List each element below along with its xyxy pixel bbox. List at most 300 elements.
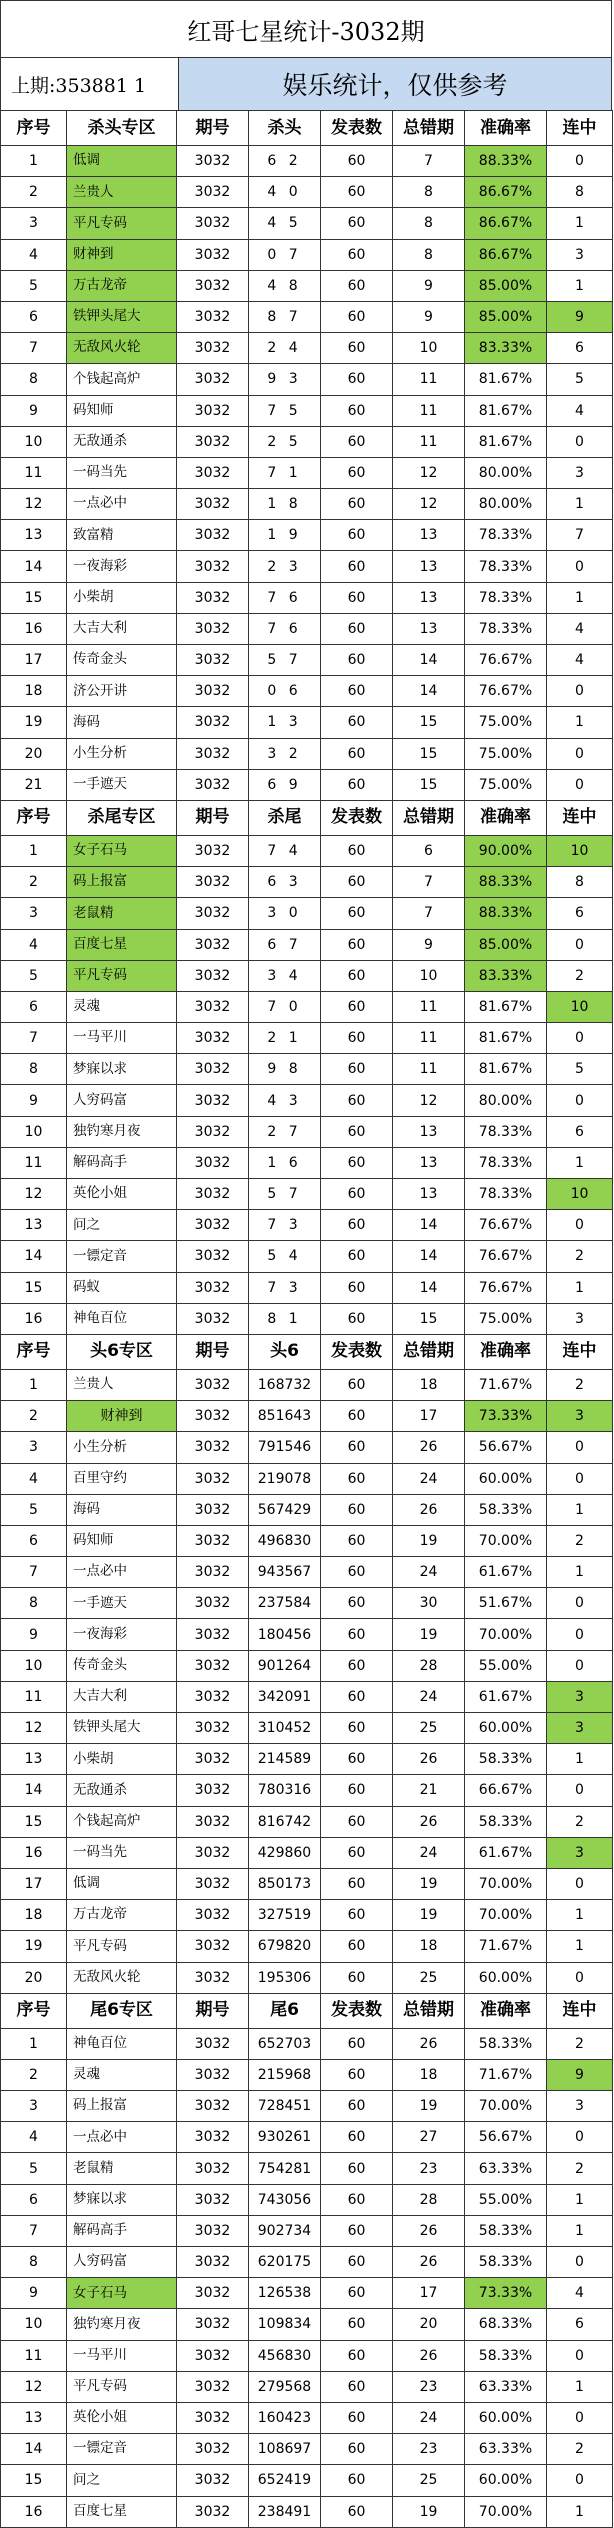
- publish-count: 60: [321, 1619, 393, 1650]
- table-row: [1, 1588, 613, 1619]
- row-number: 16: [1, 1837, 67, 1868]
- prediction: 0 6: [249, 676, 321, 707]
- publish-count: 60: [321, 270, 393, 301]
- error-count: 25: [393, 1713, 465, 1744]
- publish-count: 60: [321, 489, 393, 520]
- prediction: 3 4: [249, 960, 321, 991]
- streak-count: 0: [547, 1868, 613, 1899]
- row-number: 21: [1, 769, 67, 800]
- error-count: 13: [393, 582, 465, 613]
- streak-count: 0: [547, 426, 613, 457]
- player-name: 百度七星: [67, 2496, 177, 2527]
- publish-count: 60: [321, 613, 393, 644]
- streak-count: 1: [547, 1494, 613, 1525]
- publish-count: 60: [321, 1868, 393, 1899]
- streak-count: 0: [547, 929, 613, 960]
- accuracy-rate: 60.00%: [465, 1713, 547, 1744]
- prediction: 4 8: [249, 270, 321, 301]
- accuracy-rate: 81.67%: [465, 395, 547, 426]
- table-row: [1, 613, 613, 644]
- error-count: 13: [393, 1179, 465, 1210]
- publish-count: 60: [321, 991, 393, 1022]
- row-number: 20: [1, 1962, 67, 1993]
- issue-number: 3032: [177, 520, 249, 551]
- column-header-player-name: 杀尾专区: [67, 800, 177, 835]
- accuracy-rate: 75.00%: [465, 769, 547, 800]
- column-header-streak-count: 连中: [547, 800, 613, 835]
- streak-count: 0: [547, 1432, 613, 1463]
- error-count: 14: [393, 676, 465, 707]
- publish-count: 60: [321, 1179, 393, 1210]
- issue-number: 3032: [177, 489, 249, 520]
- prediction: 279568: [249, 2371, 321, 2402]
- accuracy-rate: 75.00%: [465, 738, 547, 769]
- accuracy-rate: 78.33%: [465, 551, 547, 582]
- error-count: 15: [393, 738, 465, 769]
- publish-count: 60: [321, 960, 393, 991]
- accuracy-rate: 70.00%: [465, 2496, 547, 2527]
- streak-count: 0: [547, 2122, 613, 2153]
- column-header-streak-count: 连中: [547, 1993, 613, 2028]
- streak-count: 1: [547, 270, 613, 301]
- error-count: 11: [393, 991, 465, 1022]
- row-number: 12: [1, 489, 67, 520]
- issue-number: 3032: [177, 395, 249, 426]
- table-row: [1, 426, 613, 457]
- publish-count: 60: [321, 426, 393, 457]
- streak-count: 0: [547, 2465, 613, 2496]
- prediction: 6 9: [249, 769, 321, 800]
- prediction: 6 2: [249, 146, 321, 177]
- player-name: 码上报富: [67, 867, 177, 898]
- prediction: 7 6: [249, 582, 321, 613]
- issue-number: 3032: [177, 2247, 249, 2278]
- streak-count: 8: [547, 867, 613, 898]
- issue-number: 3032: [177, 2059, 249, 2090]
- player-name: 万古龙帝: [67, 1900, 177, 1931]
- prediction: 652703: [249, 2028, 321, 2059]
- publish-count: 60: [321, 520, 393, 551]
- issue-number: 3032: [177, 1147, 249, 1178]
- issue-number: 3032: [177, 613, 249, 644]
- accuracy-rate: 80.00%: [465, 457, 547, 488]
- column-header-streak-count: 连中: [547, 111, 613, 146]
- issue-number: 3032: [177, 1432, 249, 1463]
- accuracy-rate: 76.67%: [465, 676, 547, 707]
- table-row: [1, 301, 613, 332]
- player-name: 一马平川: [67, 1023, 177, 1054]
- issue-number: 3032: [177, 676, 249, 707]
- streak-count: 0: [547, 1775, 613, 1806]
- prediction: 851643: [249, 1401, 321, 1432]
- error-count: 14: [393, 1210, 465, 1241]
- accuracy-rate: 90.00%: [465, 835, 547, 866]
- row-number: 19: [1, 1931, 67, 1962]
- player-name: 个钱起高炉: [67, 1806, 177, 1837]
- streak-count: 6: [547, 1116, 613, 1147]
- row-number: 12: [1, 2371, 67, 2402]
- prediction: 1 9: [249, 520, 321, 551]
- column-header-error-count: 总错期: [393, 1334, 465, 1369]
- streak-count: 2: [547, 1241, 613, 1272]
- streak-count: 2: [547, 1806, 613, 1837]
- streak-count: 0: [547, 1588, 613, 1619]
- issue-number: 3032: [177, 1525, 249, 1556]
- row-number: 12: [1, 1179, 67, 1210]
- error-count: 11: [393, 1054, 465, 1085]
- streak-count: 0: [547, 1210, 613, 1241]
- player-name: 一码当先: [67, 457, 177, 488]
- issue-number: 3032: [177, 2309, 249, 2340]
- publish-count: 60: [321, 2184, 393, 2215]
- error-count: 28: [393, 2184, 465, 2215]
- prediction: 943567: [249, 1557, 321, 1588]
- player-name: 神龟百位: [67, 1303, 177, 1334]
- table-row: [1, 1494, 613, 1525]
- accuracy-rate: 78.33%: [465, 1147, 547, 1178]
- issue-number: 3032: [177, 991, 249, 1022]
- table-row: [1, 1681, 613, 1712]
- issue-number: 3032: [177, 1900, 249, 1931]
- streak-count: 2: [547, 2028, 613, 2059]
- table-row: [1, 457, 613, 488]
- publish-count: 60: [321, 2434, 393, 2465]
- error-count: 27: [393, 2122, 465, 2153]
- accuracy-rate: 68.33%: [465, 2309, 547, 2340]
- accuracy-rate: 55.00%: [465, 1650, 547, 1681]
- error-count: 26: [393, 1494, 465, 1525]
- row-number: 3: [1, 2091, 67, 2122]
- player-name: 码上报富: [67, 2091, 177, 2122]
- issue-number: 3032: [177, 1303, 249, 1334]
- accuracy-rate: 60.00%: [465, 1962, 547, 1993]
- issue-number: 3032: [177, 1588, 249, 1619]
- table-row: [1, 2184, 613, 2215]
- column-header-accuracy-rate: 准确率: [465, 1993, 547, 2028]
- publish-count: 60: [321, 1744, 393, 1775]
- error-count: 10: [393, 333, 465, 364]
- publish-count: 60: [321, 645, 393, 676]
- player-name: 一手遮天: [67, 1588, 177, 1619]
- publish-count: 60: [321, 2371, 393, 2402]
- table-row: [1, 1241, 613, 1272]
- streak-count: 0: [547, 1463, 613, 1494]
- player-name: 一码当先: [67, 1837, 177, 1868]
- publish-count: 60: [321, 1054, 393, 1085]
- streak-count: 3: [547, 1681, 613, 1712]
- error-count: 18: [393, 1369, 465, 1400]
- publish-count: 60: [321, 146, 393, 177]
- table-row: [1, 364, 613, 395]
- issue-number: 3032: [177, 1494, 249, 1525]
- prediction: 7 4: [249, 835, 321, 866]
- table-row: [1, 991, 613, 1022]
- row-number: 10: [1, 1650, 67, 1681]
- accuracy-rate: 58.33%: [465, 2215, 547, 2246]
- error-count: 13: [393, 613, 465, 644]
- prediction: 5 4: [249, 1241, 321, 1272]
- player-name: 济公开讲: [67, 676, 177, 707]
- error-count: 19: [393, 2091, 465, 2122]
- column-header-player-name: 尾6专区: [67, 1993, 177, 2028]
- row-number: 16: [1, 1303, 67, 1334]
- prediction: 237584: [249, 1588, 321, 1619]
- column-header-prediction: 尾6: [249, 1993, 321, 2028]
- issue-number: 3032: [177, 1179, 249, 1210]
- row-number: 14: [1, 1241, 67, 1272]
- publish-count: 60: [321, 551, 393, 582]
- error-count: 19: [393, 1619, 465, 1650]
- issue-number: 3032: [177, 1837, 249, 1868]
- accuracy-rate: 58.33%: [465, 2247, 547, 2278]
- publish-count: 60: [321, 2153, 393, 2184]
- error-count: 18: [393, 1931, 465, 1962]
- issue-number: 3032: [177, 2091, 249, 2122]
- row-number: 1: [1, 835, 67, 866]
- prediction: 4 0: [249, 177, 321, 208]
- error-count: 23: [393, 2153, 465, 2184]
- prediction: 168732: [249, 1369, 321, 1400]
- table-row: [1, 738, 613, 769]
- player-name: 小柴胡: [67, 582, 177, 613]
- prediction: 215968: [249, 2059, 321, 2090]
- streak-count: 0: [547, 2247, 613, 2278]
- issue-number: 3032: [177, 1931, 249, 1962]
- table-row: [1, 1303, 613, 1334]
- publish-count: 60: [321, 239, 393, 270]
- row-number: 11: [1, 1681, 67, 1712]
- table-row: [1, 489, 613, 520]
- table-row: [1, 1179, 613, 1210]
- streak-count: 9: [547, 2059, 613, 2090]
- issue-number: 3032: [177, 1806, 249, 1837]
- error-count: 11: [393, 395, 465, 426]
- error-count: 19: [393, 1868, 465, 1899]
- table-row: [1, 1619, 613, 1650]
- accuracy-rate: 81.67%: [465, 364, 547, 395]
- accuracy-rate: 83.33%: [465, 960, 547, 991]
- publish-count: 60: [321, 457, 393, 488]
- error-count: 10: [393, 960, 465, 991]
- issue-number: 3032: [177, 1272, 249, 1303]
- row-number: 8: [1, 1588, 67, 1619]
- row-number: 13: [1, 1744, 67, 1775]
- error-count: 26: [393, 1806, 465, 1837]
- prediction: 816742: [249, 1806, 321, 1837]
- error-count: 15: [393, 1303, 465, 1334]
- player-name: 铁钾头尾大: [67, 1713, 177, 1744]
- prediction: 3 2: [249, 738, 321, 769]
- error-count: 6: [393, 835, 465, 866]
- error-count: 13: [393, 551, 465, 582]
- publish-count: 60: [321, 1023, 393, 1054]
- row-number: 14: [1, 2434, 67, 2465]
- accuracy-rate: 71.67%: [465, 1931, 547, 1962]
- table-row: [1, 1085, 613, 1116]
- error-count: 9: [393, 270, 465, 301]
- player-name: 解码高手: [67, 1147, 177, 1178]
- issue-number: 3032: [177, 1023, 249, 1054]
- error-count: 26: [393, 2215, 465, 2246]
- column-header-row-number: 序号: [1, 111, 67, 146]
- streak-count: 3: [547, 2091, 613, 2122]
- error-count: 9: [393, 301, 465, 332]
- row-number: 7: [1, 1557, 67, 1588]
- issue-number: 3032: [177, 301, 249, 332]
- row-number: 15: [1, 1806, 67, 1837]
- table-row: [1, 2278, 613, 2309]
- error-count: 11: [393, 426, 465, 457]
- issue-number: 3032: [177, 2434, 249, 2465]
- publish-count: 60: [321, 769, 393, 800]
- player-name: 一手遮天: [67, 769, 177, 800]
- prediction: 2 5: [249, 426, 321, 457]
- error-count: 23: [393, 2371, 465, 2402]
- accuracy-rate: 86.67%: [465, 239, 547, 270]
- player-name: 问之: [67, 2465, 177, 2496]
- issue-number: 3032: [177, 2278, 249, 2309]
- player-name: 问之: [67, 1210, 177, 1241]
- table-row: [1, 1744, 613, 1775]
- publish-count: 60: [321, 1241, 393, 1272]
- row-number: 11: [1, 1147, 67, 1178]
- row-number: 4: [1, 239, 67, 270]
- accuracy-rate: 85.00%: [465, 929, 547, 960]
- accuracy-rate: 80.00%: [465, 489, 547, 520]
- issue-number: 3032: [177, 2402, 249, 2433]
- row-number: 5: [1, 1494, 67, 1525]
- table-row: [1, 960, 613, 991]
- issue-number: 3032: [177, 2028, 249, 2059]
- prediction: 3 0: [249, 898, 321, 929]
- streak-count: 1: [547, 707, 613, 738]
- issue-number: 3032: [177, 898, 249, 929]
- streak-count: 10: [547, 991, 613, 1022]
- table-row: [1, 1837, 613, 1868]
- column-header-publish-count: 发表数: [321, 800, 393, 835]
- prediction: 7 0: [249, 991, 321, 1022]
- accuracy-rate: 81.67%: [465, 426, 547, 457]
- error-count: 28: [393, 1650, 465, 1681]
- streak-count: 0: [547, 2402, 613, 2433]
- accuracy-rate: 61.67%: [465, 1557, 547, 1588]
- publish-count: 60: [321, 929, 393, 960]
- section-header-row: [1, 111, 613, 146]
- table-row: [1, 1931, 613, 1962]
- error-count: 26: [393, 1432, 465, 1463]
- streak-count: 0: [547, 676, 613, 707]
- row-number: 5: [1, 270, 67, 301]
- accuracy-rate: 86.67%: [465, 177, 547, 208]
- streak-count: 3: [547, 1713, 613, 1744]
- row-number: 12: [1, 1713, 67, 1744]
- streak-count: 0: [547, 146, 613, 177]
- publish-count: 60: [321, 2278, 393, 2309]
- column-header-publish-count: 发表数: [321, 111, 393, 146]
- publish-count: 60: [321, 2215, 393, 2246]
- table-row: [1, 1962, 613, 1993]
- publish-count: 60: [321, 898, 393, 929]
- row-number: 5: [1, 2153, 67, 2184]
- accuracy-rate: 58.33%: [465, 1494, 547, 1525]
- publish-count: 60: [321, 676, 393, 707]
- player-name: 一夜海彩: [67, 1619, 177, 1650]
- player-name: 一马平川: [67, 2340, 177, 2371]
- prediction: 754281: [249, 2153, 321, 2184]
- table-row: [1, 707, 613, 738]
- player-name: 人穷码富: [67, 1085, 177, 1116]
- publish-count: 60: [321, 835, 393, 866]
- table-row: [1, 1054, 613, 1085]
- prediction: 456830: [249, 2340, 321, 2371]
- player-name: 海码: [67, 707, 177, 738]
- error-count: 25: [393, 1962, 465, 1993]
- accuracy-rate: 60.00%: [465, 2402, 547, 2433]
- accuracy-rate: 76.67%: [465, 1241, 547, 1272]
- publish-count: 60: [321, 1147, 393, 1178]
- table-row: [1, 1650, 613, 1681]
- row-number: 15: [1, 2465, 67, 2496]
- accuracy-rate: 78.33%: [465, 613, 547, 644]
- error-count: 7: [393, 146, 465, 177]
- prediction: 6 7: [249, 929, 321, 960]
- row-number: 20: [1, 738, 67, 769]
- publish-count: 60: [321, 2091, 393, 2122]
- streak-count: 2: [547, 960, 613, 991]
- prediction: 791546: [249, 1432, 321, 1463]
- issue-number: 3032: [177, 1463, 249, 1494]
- row-number: 10: [1, 2309, 67, 2340]
- error-count: 19: [393, 1525, 465, 1556]
- issue-number: 3032: [177, 1116, 249, 1147]
- publish-count: 60: [321, 2309, 393, 2340]
- issue-number: 3032: [177, 177, 249, 208]
- error-count: 7: [393, 867, 465, 898]
- previous-draw: 上期:353881 1: [1, 58, 179, 110]
- accuracy-rate: 61.67%: [465, 1681, 547, 1712]
- table-row: [1, 1401, 613, 1432]
- issue-number: 3032: [177, 146, 249, 177]
- streak-count: 6: [547, 333, 613, 364]
- publish-count: 60: [321, 2122, 393, 2153]
- prediction: 850173: [249, 1868, 321, 1899]
- table-row: [1, 177, 613, 208]
- streak-count: 2: [547, 1369, 613, 1400]
- issue-number: 3032: [177, 929, 249, 960]
- player-name: 码蚁: [67, 1272, 177, 1303]
- accuracy-rate: 81.67%: [465, 1023, 547, 1054]
- issue-number: 3032: [177, 769, 249, 800]
- error-count: 12: [393, 489, 465, 520]
- prediction: 9 8: [249, 1054, 321, 1085]
- streak-count: 6: [547, 898, 613, 929]
- table-row: [1, 898, 613, 929]
- streak-count: 4: [547, 613, 613, 644]
- issue-number: 3032: [177, 1962, 249, 1993]
- player-name: 老鼠精: [67, 898, 177, 929]
- player-name: 兰贵人: [67, 177, 177, 208]
- streak-count: 1: [547, 2184, 613, 2215]
- error-count: 11: [393, 1023, 465, 1054]
- row-number: 15: [1, 582, 67, 613]
- publish-count: 60: [321, 333, 393, 364]
- prediction: 238491: [249, 2496, 321, 2527]
- accuracy-rate: 58.33%: [465, 2340, 547, 2371]
- player-name: 女子石马: [67, 835, 177, 866]
- column-header-accuracy-rate: 准确率: [465, 111, 547, 146]
- accuracy-rate: 51.67%: [465, 1588, 547, 1619]
- prediction: 6 3: [249, 867, 321, 898]
